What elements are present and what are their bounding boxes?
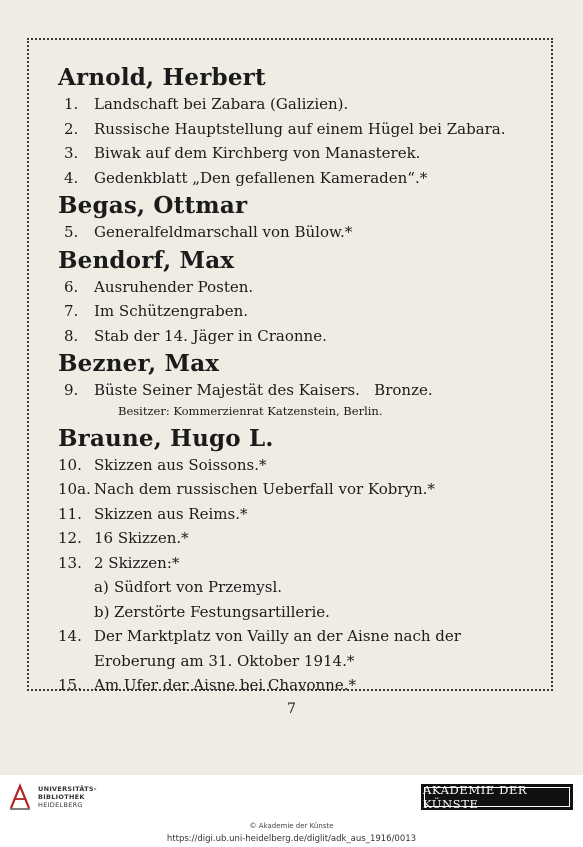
- artist-name: Braune, Hugo L.: [58, 424, 274, 452]
- owner-note: Besitzer: Kommerzienrat Katzenstein, Berlin.: [118, 403, 383, 418]
- entry-number: 9.: [64, 381, 79, 399]
- artist-name: Begas, Ottmar: [58, 192, 248, 219]
- library-name-line: HEIDELBERG: [38, 801, 83, 809]
- library-seal-icon: [8, 782, 32, 812]
- catalog-entry: [58, 624, 528, 649]
- artist-name: Arnold, Herbert: [58, 64, 266, 91]
- catalog-entry: [58, 502, 528, 527]
- entry-title: Büste Seiner Majestät des Kaisers. Bronze.: [94, 381, 433, 399]
- catalog-entry: [58, 673, 528, 698]
- entry-number: 2.: [64, 119, 79, 138]
- entry-title: Russische Hauptstellung auf einem Hügel bei Zabara.: [94, 119, 506, 138]
- entry-title: Skizzen aus Reims.*: [94, 504, 248, 523]
- artist-name: Bezner, Max: [58, 350, 220, 377]
- sub-entry: [58, 600, 528, 625]
- entry-title: Der Marktplatz von Vailly an der Aisne nach der: [94, 627, 461, 645]
- sub-entry-letter: a): [94, 578, 109, 596]
- library-name-line: BIBLIOTHEK: [38, 793, 85, 801]
- library-name-line: UNIVERSITÄTS-: [38, 785, 97, 793]
- catalog-entry: [58, 477, 528, 502]
- entry-number: 14.: [58, 627, 82, 645]
- entry-number: 6.: [64, 277, 79, 296]
- sub-entry-title: Zerstörte Festungsartillerie.: [114, 602, 330, 621]
- entry-number: 13.: [58, 553, 82, 572]
- akademie-badge[interactable]: AKADEMIE DER KÜNSTE: [421, 784, 573, 810]
- entry-title: 16 Skizzen.*: [94, 529, 189, 547]
- catalog-entry-continuation: Eroberung am 31. Oktober 1914.*: [94, 651, 355, 670]
- catalog-entry: [58, 453, 528, 478]
- catalog-entry: [58, 220, 528, 245]
- entry-title: Ausruhender Posten.: [94, 277, 254, 296]
- artist-section: [58, 64, 528, 190]
- entry-number: 11.: [58, 504, 82, 523]
- catalog-entry: [58, 551, 528, 576]
- entry-number: 12.: [58, 529, 82, 547]
- entry-number: 15.: [58, 676, 82, 694]
- library-name: [38, 785, 97, 809]
- entry-number: 4.: [64, 168, 79, 187]
- entry-title: Gedenkblatt „Den gefallenen Kameraden“.*: [94, 168, 428, 187]
- entry-number: 10.: [58, 455, 82, 474]
- artist-name: Bendorf, Max: [58, 246, 235, 274]
- catalog-entry: [58, 117, 528, 142]
- entry-title: Stab der 14. Jäger in Craonne.: [94, 326, 327, 345]
- artist-section: [58, 247, 528, 349]
- entry-title: Am Ufer der Aisne bei Chavonne.*: [94, 676, 356, 694]
- entry-title: 2 Skizzen:*: [94, 553, 180, 572]
- entry-number: 10a.: [58, 480, 91, 498]
- entry-title: Generalfeldmarschall von Bülow.*: [94, 223, 353, 241]
- sub-entry-title: Südfort von Przemysl.: [114, 578, 283, 596]
- catalog-content: [58, 62, 528, 698]
- catalog-entry: [58, 92, 528, 117]
- page-number: 7: [287, 701, 296, 717]
- permalink-url[interactable]: https://digi.ub.uni-heidelberg.de/diglit/adk_aus_1916/0013: [166, 834, 417, 844]
- sub-entry: [58, 575, 528, 600]
- entry-number: 3.: [64, 144, 79, 162]
- entry-title: Biwak auf dem Kirchberg von Manasterek.: [94, 144, 421, 162]
- catalog-entry: [58, 141, 528, 166]
- catalog-entry: [58, 166, 528, 191]
- library-logo[interactable]: [8, 782, 97, 812]
- entry-title: Nach dem russischen Ueberfall vor Kobryn.*: [94, 480, 435, 498]
- entry-number: 7.: [64, 302, 79, 320]
- artist-section: [58, 350, 528, 419]
- entry-number: 8.: [64, 326, 79, 345]
- sub-entry-letter: b): [94, 602, 110, 621]
- catalog-entry: [58, 299, 528, 324]
- catalog-entry: [58, 324, 528, 349]
- artist-section: [58, 425, 528, 698]
- entry-title: Im Schützengraben.: [94, 302, 249, 320]
- entry-title: Skizzen aus Soissons.*: [94, 455, 267, 474]
- catalog-entry: [58, 275, 528, 300]
- entry-number: 5.: [64, 223, 79, 241]
- artist-section: [58, 192, 528, 245]
- catalog-entry: [58, 378, 528, 403]
- entry-title: Landschaft bei Zabara (Galizien).: [94, 95, 349, 113]
- catalog-entry: [58, 526, 528, 551]
- entry-number: 1.: [64, 95, 79, 113]
- copyright-notice: © Akademie der Künste: [249, 822, 334, 830]
